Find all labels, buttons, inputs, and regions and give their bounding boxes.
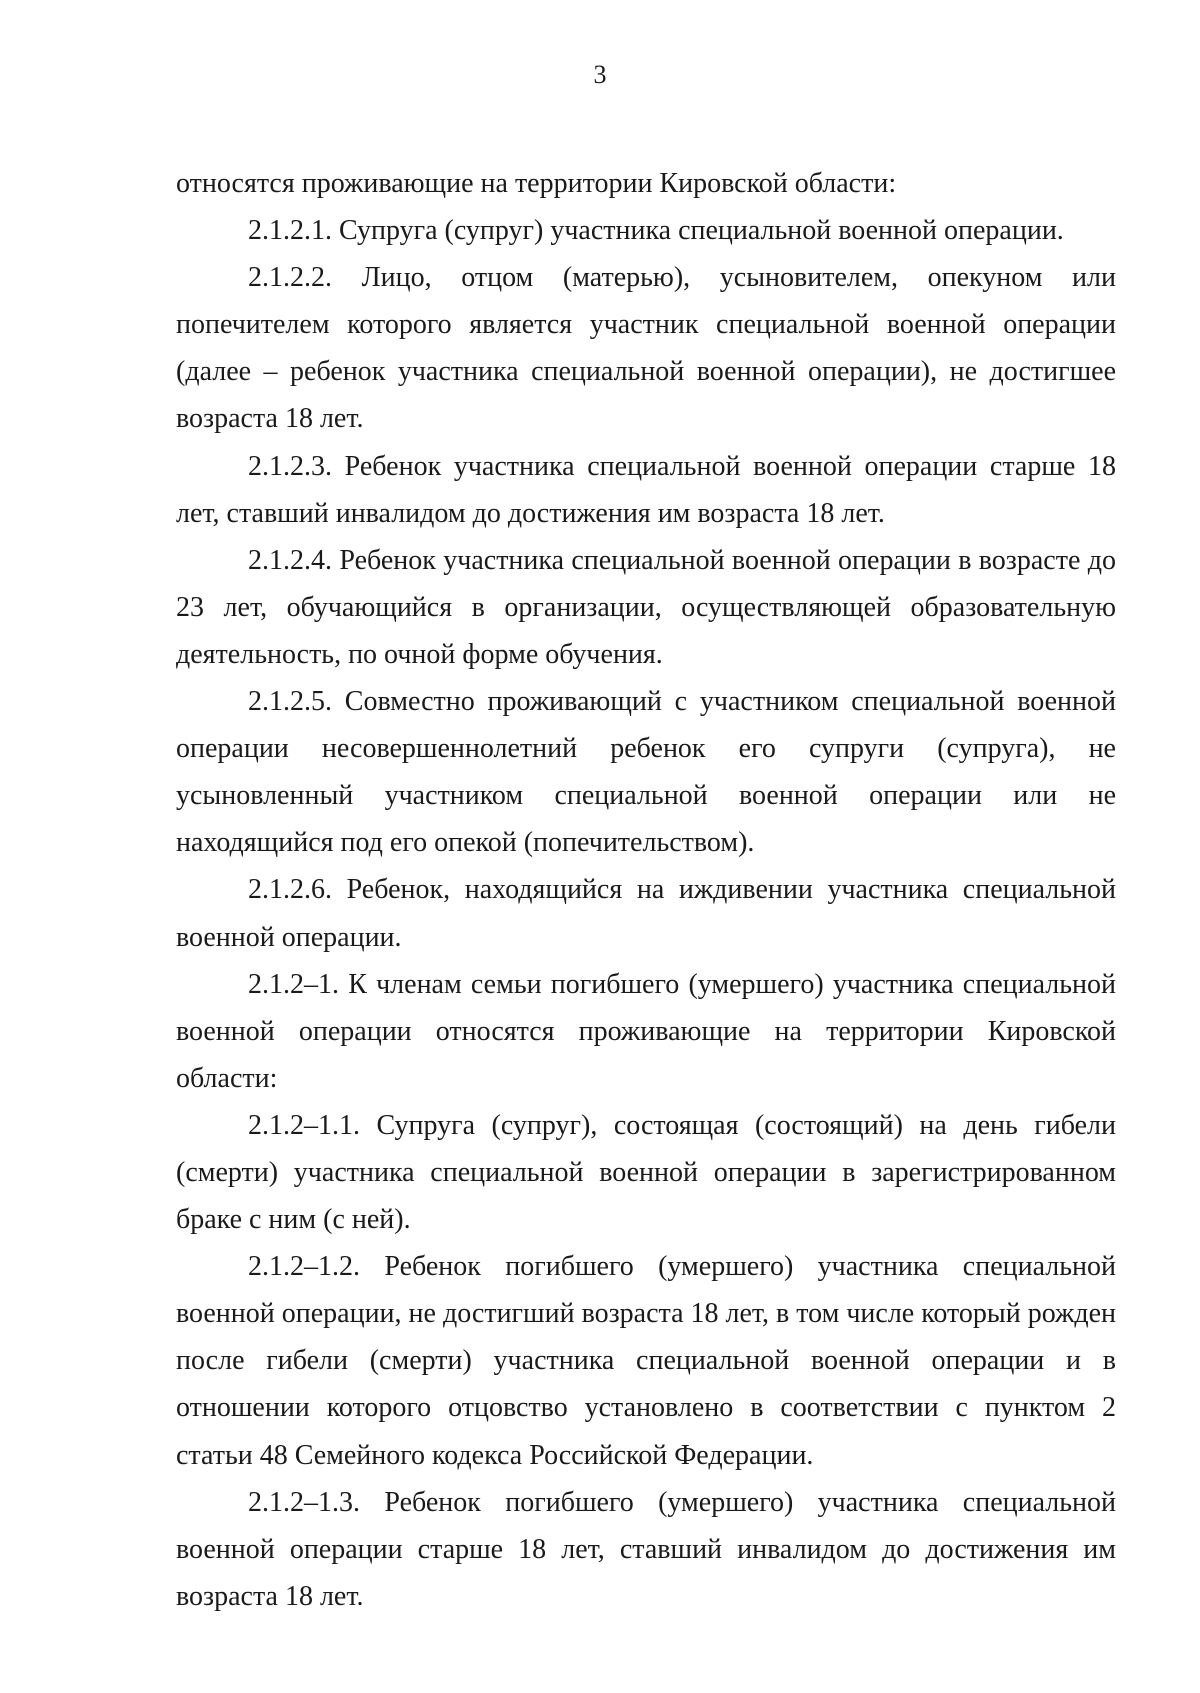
paragraph-2-1-2-2: 2.1.2.2. Лицо, отцом (матерью), усыновителем, опекуном или попечителем которого является участник специальной военной операции (далее – ребенок участника специальной военной операции), не достигшее возраста 18 лет. (176, 262, 1116, 435)
paragraph-2-1-2-1-2: 2.1.2–1.2. Ребенок погибшего (умершего) участника специальной военной операции, не достигший возраста 18 лет, в том числе который рожден после гибели (смерти) участника специальной военной операции и в отношении которого отцовство установлено в соответствии с пунктом 2 статьи 48 Семейного кодекса Российской Федерации. (176, 1251, 1116, 1471)
paragraph-2-1-2-3: 2.1.2.3. Ребенок участника специальной военной операции старше 18 лет, ставший инвалидом до достижения им возраста 18 лет. (176, 450, 1116, 529)
paragraph-2-1-2-6: 2.1.2.6. Ребенок, находящийся на иждивении участника специальной военной операции. (176, 874, 1116, 953)
paragraph-2-1-2-1-heading: 2.1.2–1. К членам семьи погибшего (умершего) участника специальной военной операции относятся проживающие на территории Кировской области: (176, 968, 1116, 1094)
paragraph-2-1-2-5: 2.1.2.5. Совместно проживающий с участником специальной военной операции несовершеннолетний ребенок его супруги (супруга), не усыновленный участником специальной военной операции или не находящийся под его опекой (попечительством). (176, 686, 1116, 859)
page-number: 3 (593, 60, 607, 89)
paragraph-2-1-2-1: 2.1.2.1. Супруга (супруг) участника специальной военной операции. (248, 215, 1064, 247)
paragraph-2-1-2-4: 2.1.2.4. Ребенок участника специальной военной операции в возрасте до 23 лет, обучающийся в организации, осуществляющей образовательную деятельность, по очной форме обучения. (176, 544, 1116, 670)
paragraph-continuation: относятся проживающие на территории Кировской области: (176, 168, 897, 199)
paragraph-2-1-2-1-3: 2.1.2–1.3. Ребенок погибшего (умершего) участника специальной военной операции старше 18 лет, ставший инвалидом до достижения им возраста 18 лет. (176, 1486, 1116, 1612)
paragraph-2-1-2-1-1: 2.1.2–1.1. Супруга (супруг), состоящая (состоящий) на день гибели (смерти) участника специальной военной операции в зарегистрированном браке с ним (с ней). (176, 1109, 1116, 1236)
document-body (176, 160, 1116, 1620)
